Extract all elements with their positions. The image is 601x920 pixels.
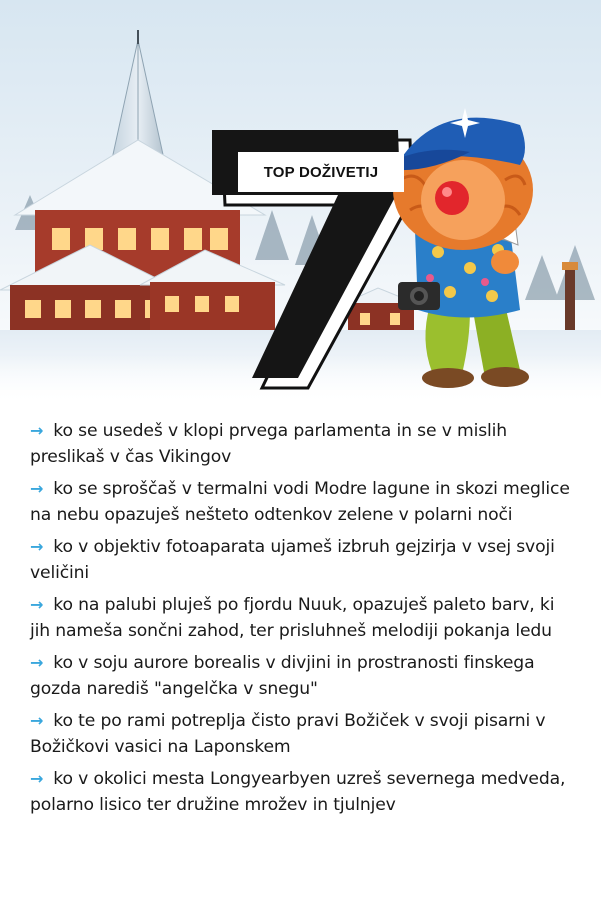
badge-label: TOP DOŽIVETIJ [238,152,404,192]
list-item: → ko v okolici mesta Longyearbyen uzreš severnega medveda, polarno lisico ter družine mrožev in tjulnjev [30,769,566,815]
list-item: → ko na palubi pluješ po fjordu Nuuk, opazuješ paleto barv, ki jih nameša sončni zahod, ter prisluhneš melodiji pokanja ledu [30,595,555,641]
experience-list [30,418,575,824]
arrow-right-icon: → [30,711,44,730]
arrow-right-icon: → [30,537,44,556]
list-item: → ko v soju aurore borealis v divjini in prostranosti finskega gozda narediš "angelčka v snegu" [30,653,535,699]
arrow-right-icon: → [30,769,44,788]
arrow-right-icon: → [30,595,44,614]
hero-illustration [0,0,601,405]
list-item: → ko v objektiv fotoaparata ujameš izbruh gejzirja v vsej svoji veličini [30,537,555,583]
list-item: → ko te po rami potreplja čisto pravi Božiček v svoji pisarni v Božičkovi vasici na Laponskem [30,711,546,757]
list-item: → ko se sproščaš v termalni vodi Modre lagune in skozi meglice na nebu opazuješ nešteto odtenkov zelene v polarni noči [30,479,570,525]
list-item: → ko se usedeš v klopi prvega parlamenta in se v mislih preslikaš v čas Vikingov [30,421,508,467]
arrow-right-icon: → [30,421,44,440]
arrow-right-icon: → [30,479,44,498]
arrow-right-icon: → [30,653,44,672]
